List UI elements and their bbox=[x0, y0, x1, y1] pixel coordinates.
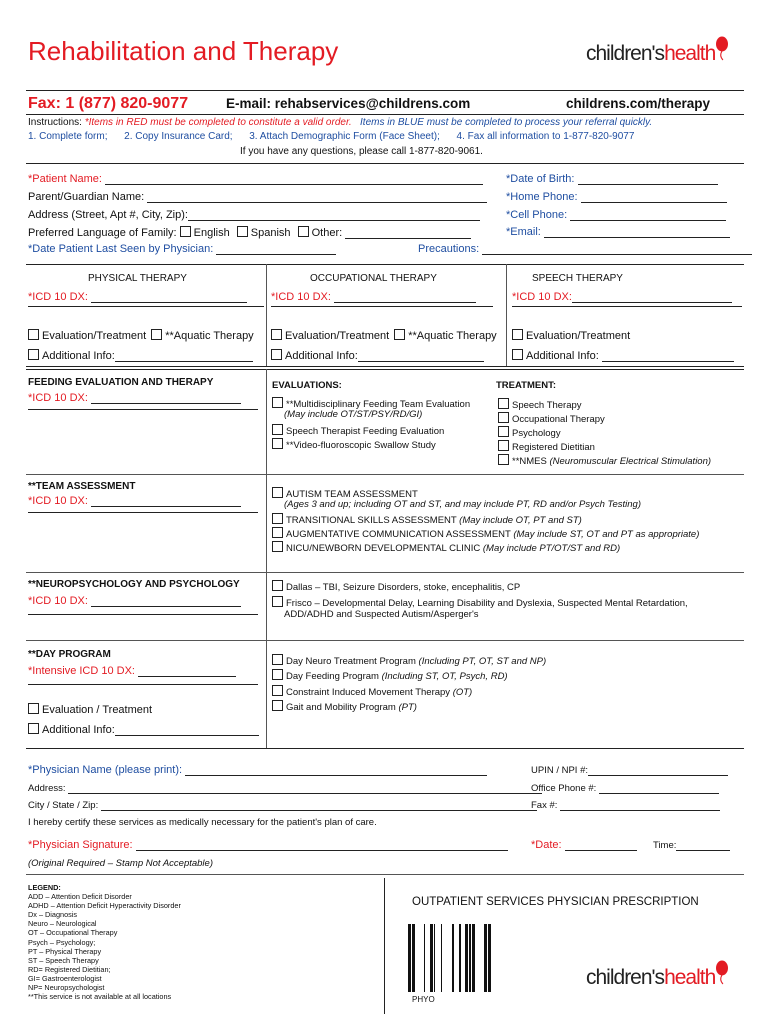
day-additional[interactable] bbox=[28, 723, 259, 736]
ot-options bbox=[271, 329, 497, 342]
legend-item: **This service is not available at all locations bbox=[28, 992, 172, 1002]
date-seen-label: *Date Patient Last Seen by Physician: bbox=[28, 243, 214, 255]
patient-email-field[interactable] bbox=[506, 226, 730, 238]
treatment-1-label: Speech Therapy bbox=[512, 400, 582, 411]
transitional-label: TRANSITIONAL SKILLS ASSESSMENT bbox=[286, 515, 457, 526]
day-feeding-label: Day Feeding Program bbox=[286, 671, 379, 682]
day-neuro-label: Day Neuro Treatment Program bbox=[286, 656, 416, 667]
patient-name-field[interactable] bbox=[28, 173, 483, 185]
cimt-label: Constraint Induced Movement Therapy bbox=[286, 687, 451, 698]
treatment-5-note: (Neuromuscular Electrical Stimulation) bbox=[549, 456, 712, 467]
treatment-heading: TREATMENT: bbox=[496, 380, 556, 391]
st-additional[interactable] bbox=[512, 349, 734, 362]
st-eval-label: Evaluation/Treatment bbox=[526, 330, 631, 342]
website-link[interactable]: childrens.com/therapy bbox=[566, 96, 711, 111]
day-eval bbox=[28, 703, 152, 716]
pt-additional[interactable] bbox=[28, 349, 253, 362]
treatment-5-label: **NMES bbox=[512, 456, 547, 467]
physician-address-label: Address: bbox=[28, 783, 66, 794]
ot-aquatic-checkbox[interactable] bbox=[394, 329, 405, 340]
nicu-label: NICU/NEWBORN DEVELOPMENTAL CLINIC bbox=[286, 543, 481, 554]
team-icd-line[interactable] bbox=[28, 512, 258, 513]
legend bbox=[28, 883, 228, 1001]
day-cimt bbox=[272, 685, 472, 698]
legend-item: OT – Occupational Therapy bbox=[28, 928, 118, 938]
step-3: 3. Attach Demographic Form (Face Sheet); bbox=[249, 131, 440, 142]
language-label: Preferred Language of Family: bbox=[28, 227, 177, 239]
footer-logo-childrens: children's bbox=[586, 966, 665, 989]
legend-item: Neuro – Neurological bbox=[28, 919, 97, 929]
day-feeding-checkbox[interactable] bbox=[272, 669, 283, 680]
logo-text-childrens: children's bbox=[586, 42, 665, 65]
precautions-label: Precautions: bbox=[418, 243, 480, 255]
autism-note: (Ages 3 and up; including OT and ST, and may include PT, RD and/or Psych Testing) bbox=[284, 499, 641, 510]
autism-label: AUTISM TEAM ASSESSMENT bbox=[286, 489, 418, 500]
st-icd-line[interactable] bbox=[512, 306, 742, 307]
pt-eval-checkbox[interactable] bbox=[28, 329, 39, 340]
signature-time-field[interactable] bbox=[653, 840, 730, 851]
neuro-icd-field[interactable] bbox=[28, 595, 241, 607]
cell-phone-label: *Cell Phone: bbox=[506, 209, 568, 221]
signature-label: *Physician Signature: bbox=[28, 839, 133, 851]
day-heading: **DAY PROGRAM bbox=[28, 649, 111, 660]
feeding-icd-line[interactable] bbox=[28, 409, 258, 410]
day-eval-label: Evaluation / Treatment bbox=[42, 704, 153, 716]
neuro-frisco bbox=[272, 596, 688, 609]
st-additional-checkbox[interactable] bbox=[512, 349, 523, 360]
ot-icd-field[interactable] bbox=[271, 291, 476, 303]
other-checkbox[interactable] bbox=[298, 226, 309, 237]
email-address[interactable]: E-mail: rehabservices@childrens.com bbox=[226, 96, 471, 111]
treatment-5 bbox=[498, 454, 711, 467]
cimt-note: (OT) bbox=[452, 687, 473, 698]
transitional-note: (May include OT, PT and ST) bbox=[459, 515, 582, 526]
team-transitional bbox=[272, 513, 582, 526]
team-icd-field[interactable] bbox=[28, 495, 241, 507]
treatment-3-checkbox[interactable] bbox=[498, 426, 509, 437]
feeding-icd-label: *ICD 10 DX: bbox=[28, 392, 88, 404]
signature-date-field[interactable] bbox=[531, 839, 637, 851]
feeding-eval-1-checkbox[interactable] bbox=[272, 397, 283, 408]
ot-icd-label: *ICD 10 DX: bbox=[271, 291, 331, 303]
logo-text-health: health bbox=[664, 42, 716, 65]
day-additional-checkbox[interactable] bbox=[28, 723, 39, 734]
st-icd-label: *ICD 10 DX: bbox=[512, 291, 572, 303]
form-code: PHYO bbox=[412, 995, 435, 1004]
pt-aquatic-checkbox[interactable] bbox=[151, 329, 162, 340]
team-augmentative bbox=[272, 527, 699, 540]
step-1: 1. Complete form; bbox=[28, 131, 108, 142]
upin-label: UPIN / NPI #: bbox=[531, 765, 589, 776]
pt-additional-label: Additional Info: bbox=[42, 350, 115, 362]
st-additional-label: Additional Info: bbox=[526, 350, 599, 362]
ot-additional-label: Additional Info: bbox=[285, 350, 358, 362]
st-eval-checkbox[interactable] bbox=[512, 329, 523, 340]
day-neuro-note: (Including PT, OT, ST and NP) bbox=[418, 656, 547, 667]
prescription-title: OUTPATIENT SERVICES PHYSICIAN PRESCRIPTION bbox=[412, 896, 699, 908]
neuro-dallas bbox=[272, 580, 520, 593]
feeding-eval-2 bbox=[272, 424, 444, 437]
ot-heading: OCCUPATIONAL THERAPY bbox=[310, 273, 437, 284]
legend-item: Dx – Diagnosis bbox=[28, 910, 78, 920]
st-heading: SPEECH THERAPY bbox=[532, 273, 623, 284]
autism-checkbox[interactable] bbox=[272, 487, 283, 498]
feeding-eval-2-checkbox[interactable] bbox=[272, 424, 283, 435]
date-seen-field[interactable] bbox=[28, 243, 336, 255]
pt-eval-label: Evaluation/Treatment bbox=[42, 330, 147, 342]
pt-icd-label: *ICD 10 DX: bbox=[28, 291, 88, 303]
team-heading: **TEAM ASSESSMENT bbox=[28, 481, 136, 492]
legend-item: ADD – Attention Deficit Disorder bbox=[28, 892, 132, 902]
day-eval-checkbox[interactable] bbox=[28, 703, 39, 714]
treatment-4-label: Registered Dietitian bbox=[512, 442, 595, 453]
legend-item: NP= Neuropsychologist bbox=[28, 983, 105, 993]
gait-label: Gait and Mobility Program bbox=[286, 702, 396, 713]
feeding-eval-3-checkbox[interactable] bbox=[272, 438, 283, 449]
footer-logo-health: health bbox=[664, 966, 716, 989]
other-label: Other: bbox=[311, 227, 343, 239]
frisco-label: Frisco – Developmental Delay, Learning Disability and Dyslexia, Suspected Mental Retardation, bbox=[286, 598, 688, 609]
questions-note: If you have any questions, please call 1-877-820-9061. bbox=[240, 146, 483, 157]
blue-note: Items in BLUE must be completed to process your referral quickly. bbox=[360, 117, 653, 128]
st-icd-field[interactable] bbox=[512, 291, 732, 303]
ot-aquatic-label: **Aquatic Therapy bbox=[408, 330, 497, 342]
legend-item: ADHD – Attention Deficit Hyperactivity Disorder bbox=[28, 901, 181, 911]
evaluations-heading: EVALUATIONS: bbox=[272, 380, 342, 391]
nicu-note: (May include PT/OT/ST and RD) bbox=[482, 543, 621, 554]
treatment-2 bbox=[498, 412, 605, 425]
language-field bbox=[28, 226, 471, 239]
upin-field[interactable] bbox=[531, 765, 728, 776]
english-checkbox[interactable] bbox=[180, 226, 191, 237]
instructions bbox=[28, 117, 652, 128]
pt-heading: PHYSICAL THERAPY bbox=[88, 273, 187, 284]
treatment-2-checkbox[interactable] bbox=[498, 412, 509, 423]
dallas-checkbox[interactable] bbox=[272, 580, 283, 591]
fax-number: Fax: 1 (877) 820-9077 bbox=[28, 95, 189, 112]
ot-icd-line[interactable] bbox=[271, 306, 493, 307]
dob-label: *Date of Birth: bbox=[506, 173, 575, 185]
legend-item: ST – Speech Therapy bbox=[28, 955, 99, 965]
day-neuro bbox=[272, 654, 546, 667]
st-options bbox=[512, 329, 630, 342]
ot-eval-label: Evaluation/Treatment bbox=[285, 330, 390, 342]
treatment-3 bbox=[498, 426, 561, 439]
treatment-4-checkbox[interactable] bbox=[498, 440, 509, 451]
address-field[interactable] bbox=[28, 209, 480, 221]
physician-signature-field[interactable] bbox=[28, 839, 508, 851]
day-gait bbox=[272, 700, 417, 713]
certify-statement: I hereby certify these services as medically necessary for the patient's plan of care. bbox=[28, 817, 377, 828]
step-4: 4. Fax all information to 1-877-820-9077 bbox=[456, 131, 635, 142]
transitional-checkbox[interactable] bbox=[272, 513, 283, 524]
footer-logo bbox=[586, 958, 746, 992]
feeding-icd-field[interactable] bbox=[28, 392, 241, 404]
feeding-eval-3-label: **Video-fluoroscopic Swallow Study bbox=[286, 440, 436, 451]
cimt-checkbox[interactable] bbox=[272, 685, 283, 696]
treatment-4 bbox=[498, 440, 595, 453]
physician-name-field[interactable] bbox=[28, 764, 487, 776]
treatment-5-checkbox[interactable] bbox=[498, 454, 509, 465]
address-label: Address (Street, Apt #, City, Zip): bbox=[28, 209, 188, 221]
city-label: City / State / Zip: bbox=[28, 800, 99, 811]
fax-field[interactable] bbox=[531, 800, 720, 811]
augmentative-note: (May include ST, OT and PT as appropriate) bbox=[513, 529, 700, 540]
pt-additional-checkbox[interactable] bbox=[28, 349, 39, 360]
legend-item: PT – Physical Therapy bbox=[28, 946, 102, 956]
city-field[interactable] bbox=[28, 800, 537, 811]
ot-eval-checkbox[interactable] bbox=[271, 329, 282, 340]
feeding-eval-2-label: Speech Therapist Feeding Evaluation bbox=[286, 426, 445, 437]
legend-title: LEGEND: bbox=[28, 883, 61, 892]
instruction-steps bbox=[28, 131, 634, 142]
ot-additional-checkbox[interactable] bbox=[271, 349, 282, 360]
frisco-checkbox[interactable] bbox=[272, 596, 283, 607]
legend-item: Psych – Psychology; bbox=[28, 937, 96, 947]
guardian-name-field[interactable] bbox=[28, 191, 487, 203]
frisco-label-2: ADD/ADHD and Suspected Autism/Asperger's bbox=[284, 609, 479, 620]
pt-options bbox=[28, 329, 254, 342]
office-phone-label: Office Phone #: bbox=[531, 783, 597, 794]
english-label: English bbox=[193, 227, 230, 239]
dallas-label: Dallas – TBI, Seizure Disorders, stoke, encephalitis, CP bbox=[286, 582, 521, 593]
day-neuro-checkbox[interactable] bbox=[272, 654, 283, 665]
home-phone-label: *Home Phone: bbox=[506, 191, 578, 203]
pt-icd-line[interactable] bbox=[28, 306, 264, 307]
ot-additional[interactable] bbox=[271, 349, 484, 362]
day-additional-label: Additional Info: bbox=[42, 724, 115, 736]
feeding-eval-3 bbox=[272, 438, 436, 451]
fax-label: Fax #: bbox=[531, 800, 558, 811]
home-phone-field[interactable] bbox=[506, 191, 727, 203]
legend-item: RD= Registered Dietitian; bbox=[28, 964, 111, 974]
spanish-checkbox[interactable] bbox=[237, 226, 248, 237]
team-nicu bbox=[272, 541, 620, 554]
gait-checkbox[interactable] bbox=[272, 700, 283, 711]
physician-address-field[interactable] bbox=[28, 783, 542, 794]
step-2: 2. Copy Insurance Card; bbox=[124, 131, 233, 142]
red-note: *Items in RED must be completed to constitute a valid order. bbox=[84, 117, 352, 128]
signature-date-label: *Date: bbox=[531, 839, 562, 851]
other-language-input[interactable] bbox=[345, 238, 471, 239]
patient-email-label: *Email: bbox=[506, 226, 541, 238]
treatment-1-checkbox[interactable] bbox=[498, 398, 509, 409]
original-note: (Original Required – Stamp Not Acceptable) bbox=[28, 858, 213, 869]
precautions-field[interactable] bbox=[418, 243, 752, 255]
treatment-1 bbox=[498, 398, 582, 411]
feeding-eval-1-note: (May include OT/ST/PSY/RD/GI) bbox=[284, 409, 423, 420]
spanish-label: Spanish bbox=[250, 227, 291, 239]
patient-name-label: *Patient Name: bbox=[28, 173, 102, 185]
neuro-icd-line[interactable] bbox=[28, 614, 258, 615]
barcode-icon bbox=[408, 924, 496, 994]
augmentative-label: AUGMENTATIVE COMMUNICATION ASSESSMENT bbox=[286, 529, 511, 540]
day-icd-label: *Intensive ICD 10 DX: bbox=[28, 665, 135, 677]
gait-note: (PT) bbox=[398, 702, 417, 713]
feeding-eval-1-label: **Multidisciplinary Feeding Team Evaluation bbox=[286, 399, 471, 410]
neuro-heading: **NEUROPSYCHOLOGY AND PSYCHOLOGY bbox=[28, 579, 240, 590]
office-phone-field[interactable] bbox=[531, 783, 719, 794]
feeding-heading: FEEDING EVALUATION AND THERAPY bbox=[28, 377, 214, 388]
instructions-lead: Instructions: bbox=[28, 117, 82, 128]
physician-name-label: *Physician Name (please print): bbox=[28, 764, 183, 776]
day-feeding bbox=[272, 669, 508, 682]
day-feeding-note: (Including ST, OT, Psych, RD) bbox=[381, 671, 508, 682]
team-icd-label: *ICD 10 DX: bbox=[28, 495, 88, 507]
childrens-health-logo bbox=[586, 34, 746, 68]
treatment-2-label: Occupational Therapy bbox=[512, 414, 605, 425]
guardian-name-label: Parent/Guardian Name: bbox=[28, 191, 145, 203]
day-icd-line[interactable] bbox=[28, 684, 258, 685]
cell-phone-field[interactable] bbox=[506, 209, 726, 221]
neuro-icd-label: *ICD 10 DX: bbox=[28, 595, 88, 607]
nicu-checkbox[interactable] bbox=[272, 541, 283, 552]
signature-time-label: Time: bbox=[653, 840, 677, 851]
day-icd-field[interactable] bbox=[28, 665, 236, 677]
augmentative-checkbox[interactable] bbox=[272, 527, 283, 538]
page-title: Rehabilitation and Therapy bbox=[28, 36, 339, 66]
legend-item: GI= Gastroenterologist bbox=[28, 973, 102, 983]
treatment-3-label: Psychology bbox=[512, 428, 561, 439]
dob-field[interactable] bbox=[506, 173, 718, 185]
pt-icd-field[interactable] bbox=[28, 291, 247, 303]
pt-aquatic-label: **Aquatic Therapy bbox=[165, 330, 254, 342]
